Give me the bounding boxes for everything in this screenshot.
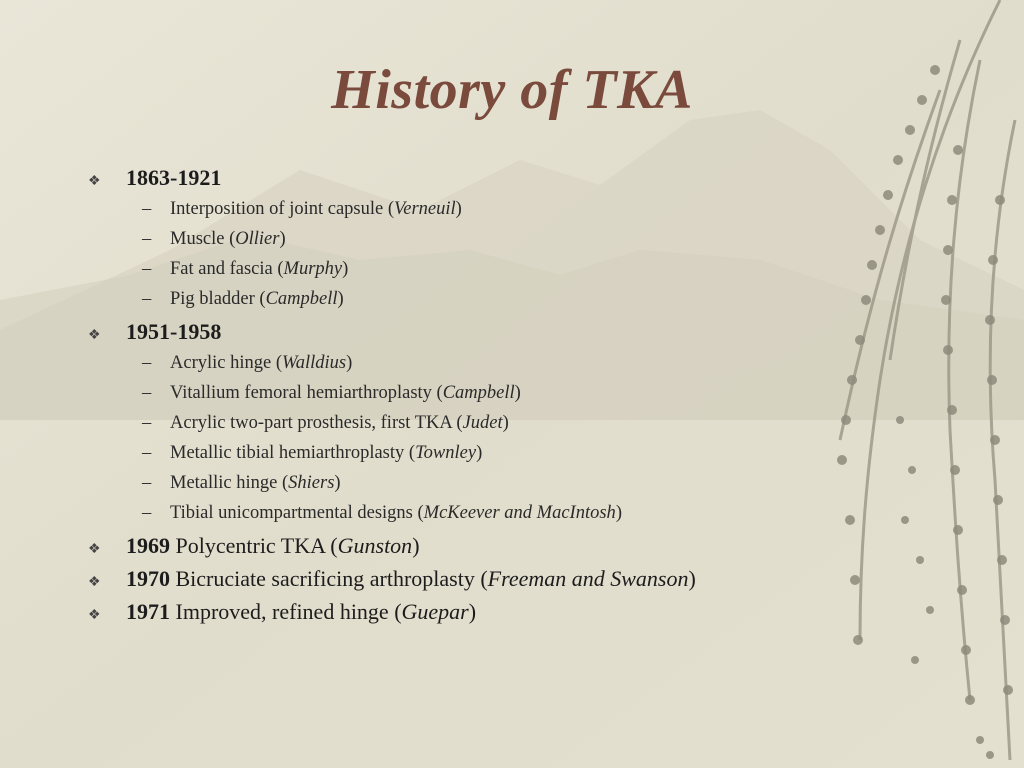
dash-bullet: – xyxy=(142,289,152,309)
section-heading xyxy=(88,165,848,199)
item-author: McKeever and MacIntosh xyxy=(423,503,616,523)
slide-content xyxy=(88,165,848,632)
milestone-year: 1971 xyxy=(126,599,170,624)
item-close: ) xyxy=(337,289,344,309)
item-close: ) xyxy=(346,353,353,373)
list-item xyxy=(88,199,848,229)
item-author: Ollier xyxy=(235,229,280,249)
milestone-close: ) xyxy=(688,566,696,591)
item-close: ) xyxy=(342,259,349,279)
milestone-year: 1969 xyxy=(126,533,170,558)
list-item xyxy=(88,229,848,259)
milestone-item xyxy=(88,566,848,599)
dash-bullet: – xyxy=(142,229,152,249)
dash-bullet: – xyxy=(142,443,152,463)
list-item xyxy=(88,353,848,383)
diamond-bullet-icon: ❖ xyxy=(88,542,101,557)
item-text: Vitallium femoral hemiarthroplasty ( xyxy=(170,383,443,403)
item-author: Judet xyxy=(462,413,503,433)
milestone-item xyxy=(88,599,848,632)
item-text: Interposition of joint capsule ( xyxy=(170,199,395,219)
item-author: Townley xyxy=(415,443,477,463)
slide-title: History of TKA xyxy=(331,59,693,121)
milestone-item xyxy=(88,533,848,566)
section-year: 1863-1921 xyxy=(126,165,222,190)
list-item xyxy=(88,383,848,413)
item-author: Campbell xyxy=(442,383,515,403)
item-text: Muscle ( xyxy=(170,229,236,249)
list-item xyxy=(88,259,848,289)
dash-bullet: – xyxy=(142,473,152,493)
item-close: ) xyxy=(279,229,286,249)
milestone-close: ) xyxy=(412,533,420,558)
diamond-bullet-icon: ❖ xyxy=(88,174,101,189)
item-text: Pig bladder ( xyxy=(170,289,266,309)
milestone-author: Guepar xyxy=(401,599,469,624)
item-text: Acrylic two-part prosthesis, first TKA ( xyxy=(170,413,463,433)
milestone-text: Bicruciate sacrificing arthroplasty ( xyxy=(170,566,488,591)
list-item xyxy=(88,413,848,443)
milestone-close: ) xyxy=(468,599,477,624)
item-author: Campbell xyxy=(265,289,338,309)
diamond-bullet-icon: ❖ xyxy=(88,575,101,590)
item-author: Murphy xyxy=(283,259,343,279)
item-close: ) xyxy=(334,473,341,493)
dash-bullet: – xyxy=(142,413,152,433)
milestone-author: Freeman and Swanson xyxy=(487,566,689,591)
milestone-text: Improved, refined hinge ( xyxy=(170,599,402,624)
milestone-year: 1970 xyxy=(126,566,170,591)
item-text: Fat and fascia ( xyxy=(170,259,284,279)
section-heading xyxy=(88,319,848,353)
diamond-bullet-icon: ❖ xyxy=(88,328,101,343)
item-author: Verneuil xyxy=(394,199,456,219)
item-close: ) xyxy=(476,443,483,463)
list-item xyxy=(88,473,848,503)
dash-bullet: – xyxy=(142,199,152,219)
dash-bullet: – xyxy=(142,259,152,279)
milestone-text: Polycentric TKA ( xyxy=(170,533,338,558)
item-author: Walldius xyxy=(282,353,347,373)
item-text: Tibial unicompartmental designs ( xyxy=(170,503,424,523)
item-text: Metallic tibial hemiarthroplasty ( xyxy=(170,443,416,463)
dash-bullet: – xyxy=(142,503,152,523)
item-close: ) xyxy=(455,199,462,219)
item-text: Acrylic hinge ( xyxy=(170,353,282,373)
list-item xyxy=(88,503,848,533)
section-year: 1951-1958 xyxy=(126,319,222,344)
list-item xyxy=(88,289,848,319)
item-close: ) xyxy=(615,503,622,523)
milestone-author: Gunston xyxy=(337,533,413,558)
dash-bullet: – xyxy=(142,353,152,373)
item-close: ) xyxy=(514,383,521,403)
dash-bullet: – xyxy=(142,383,152,403)
diamond-bullet-icon: ❖ xyxy=(88,608,101,623)
item-close: ) xyxy=(502,413,509,433)
item-author: Shiers xyxy=(288,473,335,493)
list-item xyxy=(88,443,848,473)
item-text: Metallic hinge ( xyxy=(170,473,289,493)
